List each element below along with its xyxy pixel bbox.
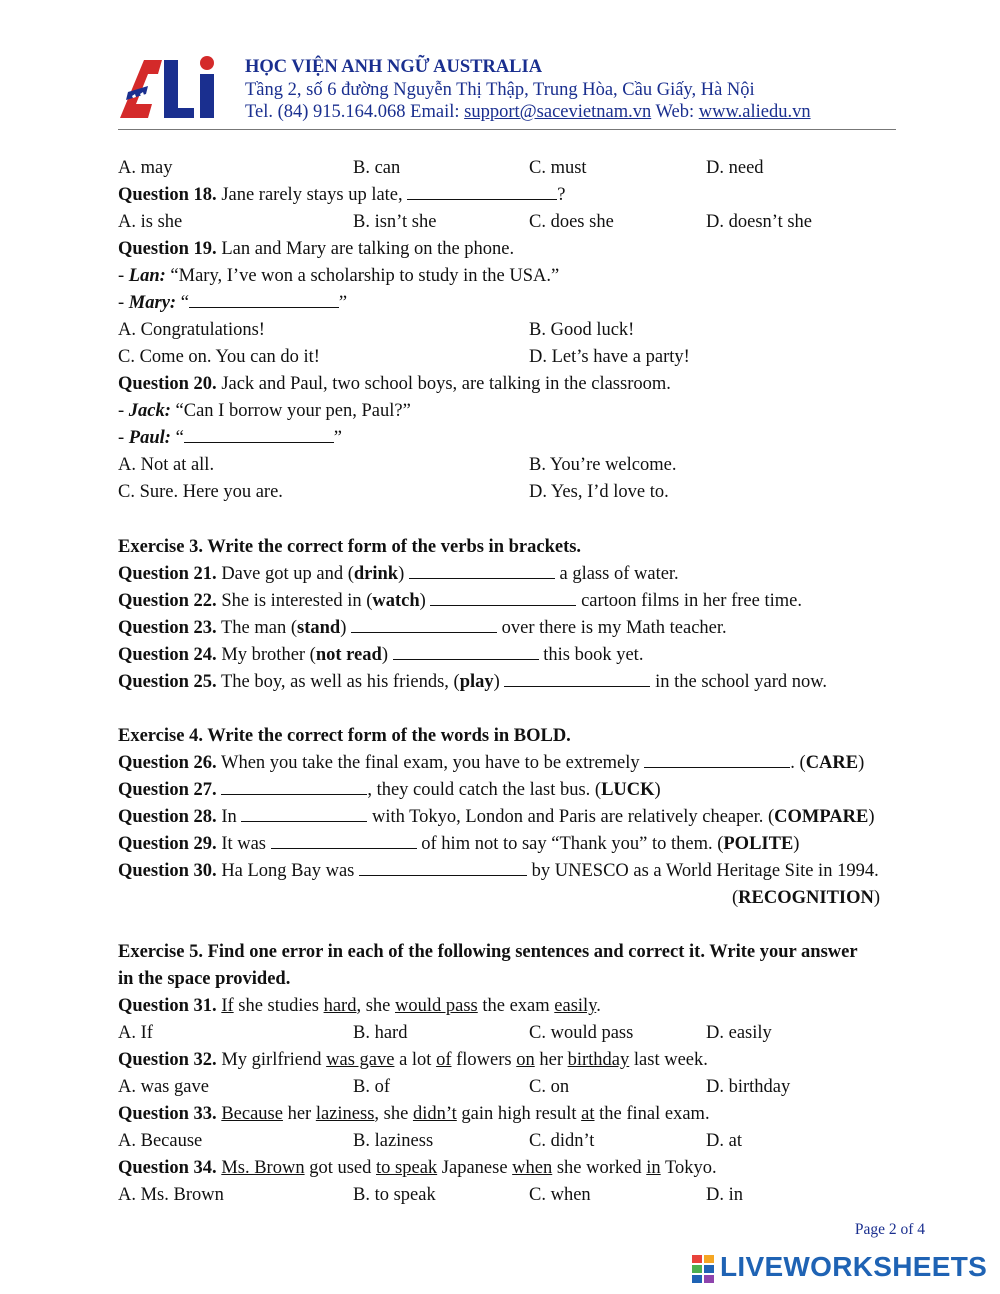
q19-option-c: C. Come on. You can do it! [118, 347, 320, 367]
q31-option-a: A. If [118, 1023, 153, 1043]
answer-blank[interactable] [351, 618, 497, 633]
ali-logo [118, 52, 228, 124]
answer-blank[interactable] [644, 753, 790, 768]
institute-contact: Tel. (84) 915.164.068 Email: support@sacevietnam.vn Web: www.aliedu.vn [245, 102, 811, 122]
q20-dialogue-2: - Paul: “ ” [118, 428, 342, 448]
question-22: Question 22. She is interested in (watch) cartoon films in her free time. [118, 591, 802, 611]
q34-option-a: A. Ms. Brown [118, 1185, 224, 1205]
question-23: Question 23. The man (stand) over there is my Math teacher. [118, 618, 727, 638]
q18-option-b: B. isn’t she [353, 212, 437, 232]
q33-option-a: A. Because [118, 1131, 203, 1151]
answer-blank[interactable] [430, 591, 576, 606]
exercise-5-heading: Exercise 5. Find one error in each of the following sentences and correct it. Write your answer [118, 942, 858, 962]
q17-option-a: A. may [118, 158, 173, 178]
q34-option-c: C. when [529, 1185, 591, 1205]
q33-option-c: C. didn’t [529, 1131, 595, 1151]
q17-option-b: B. can [353, 158, 401, 178]
institute-address: Tầng 2, số 6 đường Nguyễn Thị Thập, Trung Hòa, Cầu Giấy, Hà Nội [245, 80, 755, 100]
q34-option-b: B. to speak [353, 1185, 436, 1205]
answer-blank[interactable] [409, 564, 555, 579]
question-25: Question 25. The boy, as well as his friends, (play) in the school yard now. [118, 672, 828, 692]
page-number: Page 2 of 4 [854, 1221, 925, 1238]
q33-option-b: B. laziness [353, 1131, 434, 1151]
answer-blank[interactable] [407, 185, 557, 200]
exercise-4-heading: Exercise 4. Write the correct form of the words in BOLD. [118, 726, 571, 746]
question-19: Question 19. Lan and Mary are talking on the phone. [118, 239, 515, 259]
answer-blank[interactable] [271, 834, 417, 849]
institute-title: HỌC VIỆN ANH NGỮ AUSTRALIA [245, 57, 543, 77]
q31-option-b: B. hard [353, 1023, 408, 1043]
q33-option-d: D. at [706, 1131, 742, 1151]
q17-option-d: D. need [706, 158, 764, 178]
question-21: Question 21. Dave got up and (drink) a glass of water. [118, 564, 679, 584]
q19-option-a: A. Congratulations! [118, 320, 265, 340]
q20-dialogue-1: - Jack: “Can I borrow your pen, Paul?” [118, 401, 411, 421]
question-26: Question 26. When you take the final exam, you have to be extremely . (CARE) [118, 753, 865, 773]
question-28: Question 28. In with Tokyo, London and Paris are relatively cheaper. (COMPARE) [118, 807, 875, 827]
email-link[interactable]: support@sacevietnam.vn [464, 102, 652, 122]
q19-dialogue-1: - Lan: “Mary, I’ve won a scholarship to study in the USA.” [118, 266, 560, 286]
question-18: Question 18. Jane rarely stays up late, ? [118, 185, 566, 205]
q32-option-c: C. on [529, 1077, 570, 1097]
q20-option-d: D. Yes, I’d love to. [529, 482, 669, 502]
q18-option-c: C. does she [529, 212, 614, 232]
q34-option-d: D. in [706, 1185, 743, 1205]
answer-blank[interactable] [504, 672, 650, 687]
answer-blank[interactable] [241, 807, 367, 822]
answer-blank[interactable] [359, 861, 527, 876]
q20-option-c: C. Sure. Here you are. [118, 482, 283, 502]
answer-blank[interactable] [184, 428, 334, 443]
question-30-keyword: (RECOGNITION) [732, 888, 881, 908]
question-27: Question 27. , they could catch the last bus. (LUCK) [118, 780, 661, 800]
q31-option-c: C. would pass [529, 1023, 634, 1043]
question-24: Question 24. My brother (not read) this book yet. [118, 645, 644, 665]
q20-option-b: B. You’re welcome. [529, 455, 677, 475]
question-29: Question 29. It was of him not to say “Thank you” to them. (POLITE) [118, 834, 800, 854]
answer-blank[interactable] [189, 293, 339, 308]
q32-option-a: A. was gave [118, 1077, 209, 1097]
q17-option-c: C. must [529, 158, 587, 178]
question-30: Question 30. Ha Long Bay was by UNESCO as a World Heritage Site in 1994. [118, 861, 879, 881]
q19-dialogue-2: - Mary: “ ” [118, 293, 348, 313]
q19-option-d: D. Let’s have a party! [529, 347, 690, 367]
header-divider [118, 129, 896, 130]
question-33: Question 33. Because her laziness, she didn’t gain high result at the final exam. [118, 1104, 710, 1124]
question-31: Question 31. If she studies hard, she would pass the exam easily. [118, 996, 601, 1016]
q18-option-d: D. doesn’t she [706, 212, 813, 232]
q31-option-d: D. easily [706, 1023, 772, 1043]
answer-blank[interactable] [393, 645, 539, 660]
q19-option-b: B. Good luck! [529, 320, 635, 340]
q20-option-a: A. Not at all. [118, 455, 215, 475]
liveworksheets-logo-icon [692, 1255, 716, 1285]
exercise-5-heading-2: in the space provided. [118, 969, 291, 989]
question-32: Question 32. My girlfriend was gave a lot of flowers on her birthday last week. [118, 1050, 708, 1070]
q18-option-a: A. is she [118, 212, 183, 232]
exercise-3-heading: Exercise 3. Write the correct form of the verbs in brackets. [118, 537, 582, 557]
answer-blank[interactable] [221, 780, 367, 795]
web-link[interactable]: www.aliedu.vn [698, 102, 811, 122]
question-20: Question 20. Jack and Paul, two school boys, are talking in the classroom. [118, 374, 671, 394]
liveworksheets-brand[interactable]: LIVEWORKSHEETS [720, 1251, 988, 1282]
q32-option-d: D. birthday [706, 1077, 791, 1097]
question-34: Question 34. Ms. Brown got used to speak Japanese when she worked in Tokyo. [118, 1158, 717, 1178]
q32-option-b: B. of [353, 1077, 390, 1097]
